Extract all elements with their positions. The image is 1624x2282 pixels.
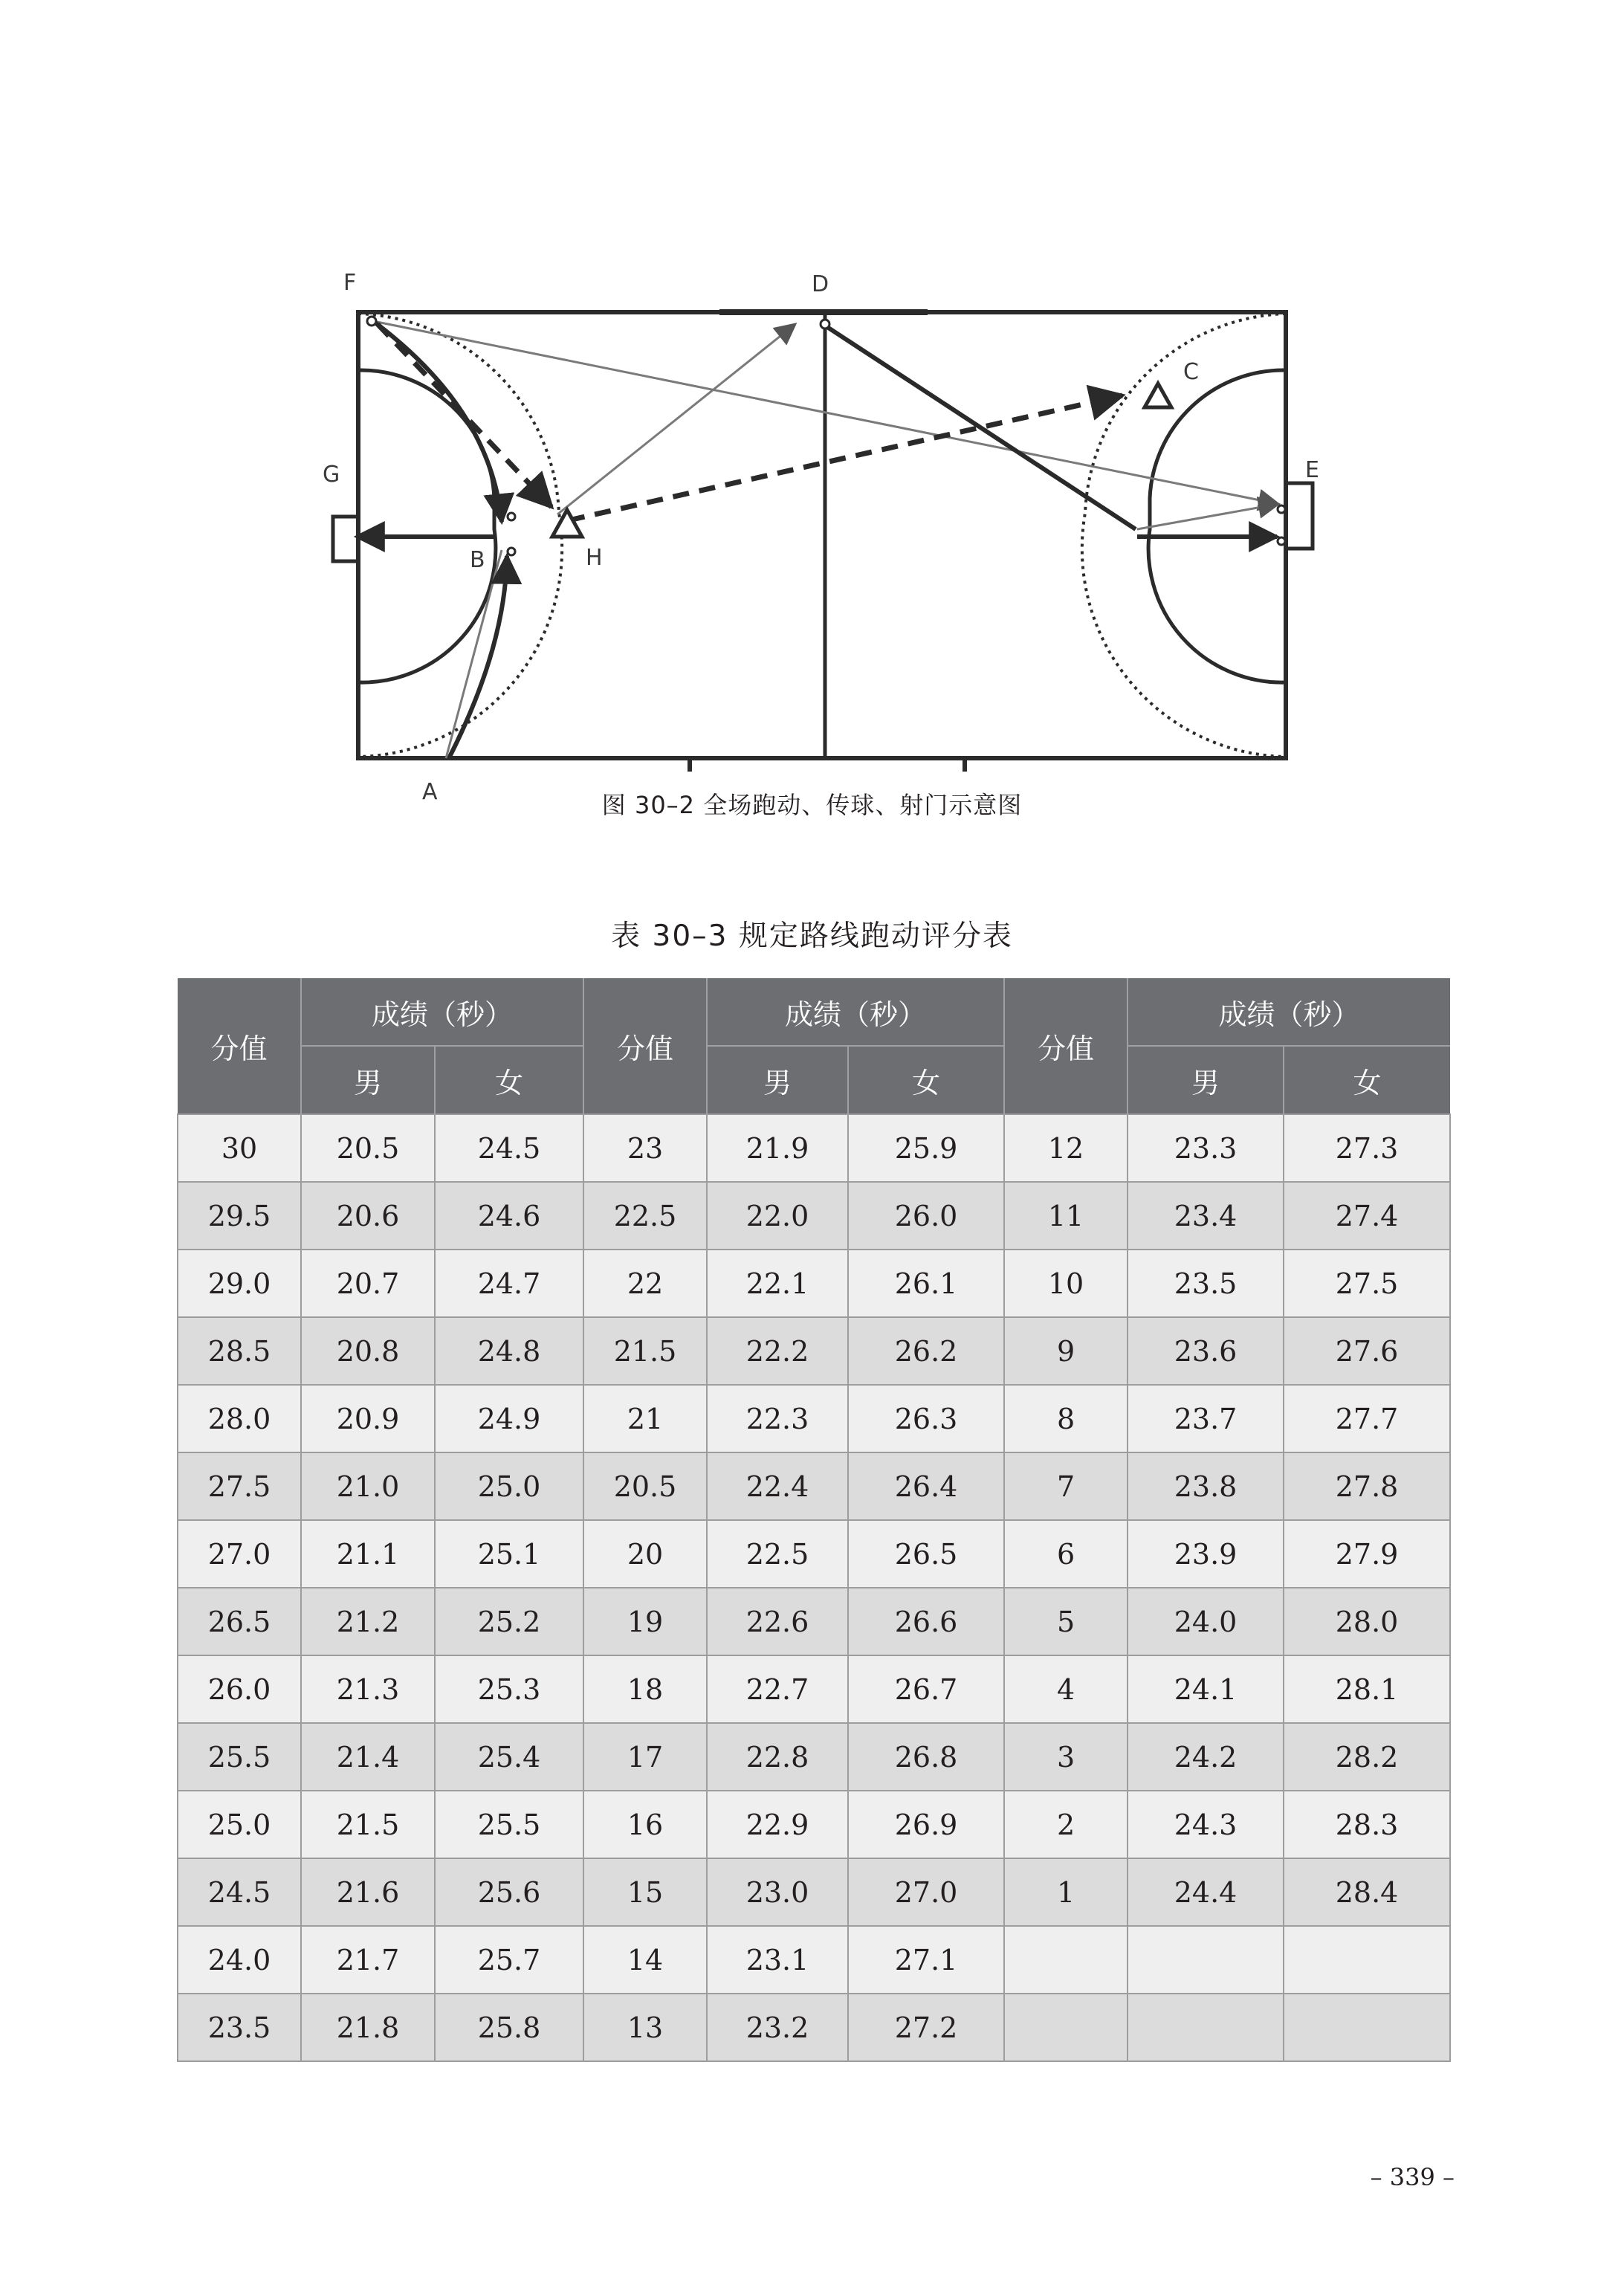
table-cell: 12 [1004, 1114, 1128, 1182]
table-row [178, 1250, 1450, 1317]
table-cell: 26.9 [848, 1791, 1004, 1858]
table-cell: 9 [1004, 1317, 1128, 1385]
table-cell: 8 [1004, 1385, 1128, 1452]
table-cell: 26.5 [848, 1520, 1004, 1588]
table-row [178, 1723, 1450, 1791]
header-result-3: 成绩（秒） [1128, 978, 1450, 1046]
table-cell: 23.9 [1128, 1520, 1284, 1588]
table-row [178, 1385, 1450, 1452]
table-cell: 19 [583, 1588, 707, 1655]
header-female-2: 女 [848, 1046, 1004, 1114]
table-cell: 6 [1004, 1520, 1128, 1588]
table-cell: 21.3 [301, 1655, 435, 1723]
table-cell: 25.1 [435, 1520, 583, 1588]
header-score-2: 分值 [583, 978, 707, 1114]
table-cell: 22.5 [583, 1182, 707, 1250]
table-cell: 27.5 [178, 1452, 301, 1520]
table-cell: 26.0 [178, 1655, 301, 1723]
header-male-3: 男 [1128, 1046, 1284, 1114]
table-cell: 24.5 [435, 1114, 583, 1182]
table-cell: 20 [583, 1520, 707, 1588]
table-cell: 1 [1004, 1858, 1128, 1926]
table-cell: 22.5 [707, 1520, 848, 1588]
table-cell: 21.9 [707, 1114, 848, 1182]
table-cell: 24.8 [435, 1317, 583, 1385]
table-cell: 30 [178, 1114, 301, 1182]
table-cell: 25.0 [178, 1791, 301, 1858]
table-cell: 23.5 [178, 1994, 301, 2061]
table-body [178, 1114, 1450, 2061]
run-lines [357, 321, 1277, 757]
table-cell: 3 [1004, 1723, 1128, 1791]
table-cell: 23.4 [1128, 1182, 1284, 1250]
table-cell: 27.8 [1284, 1452, 1450, 1520]
table-cell: 28.0 [178, 1385, 301, 1452]
scoring-table [177, 978, 1451, 2062]
table-cell: 27.2 [848, 1994, 1004, 2061]
label-a: A [422, 779, 438, 803]
table-cell: 26.5 [178, 1588, 301, 1655]
table-cell: 26.0 [848, 1182, 1004, 1250]
table-row [178, 1926, 1450, 1994]
table-cell: 21 [583, 1385, 707, 1452]
table-cell: 23.1 [707, 1926, 848, 1994]
label-e: E [1305, 457, 1319, 483]
table-cell: 28.5 [178, 1317, 301, 1385]
table-cell: 26.6 [848, 1588, 1004, 1655]
table-row [178, 1114, 1450, 1182]
table-cell: 23.0 [707, 1858, 848, 1926]
table-row [178, 1791, 1450, 1858]
table-cell: 28.1 [1284, 1655, 1450, 1723]
table-cell: 21.7 [301, 1926, 435, 1994]
table-cell: 14 [583, 1926, 707, 1994]
table-cell: 22 [583, 1250, 707, 1317]
table-cell: 27.0 [848, 1858, 1004, 1926]
table-cell: 27.0 [178, 1520, 301, 1588]
table-cell: 20.7 [301, 1250, 435, 1317]
table-cell: 22.7 [707, 1655, 848, 1723]
table-cell: 23.2 [707, 1994, 848, 2061]
table-cell: 13 [583, 1994, 707, 2061]
table-cell: 20.9 [301, 1385, 435, 1452]
label-g: G [323, 462, 340, 488]
table-cell: 27.9 [1284, 1520, 1450, 1588]
table-cell [1004, 1926, 1128, 1994]
table-row [178, 1182, 1450, 1250]
table-row [178, 1994, 1450, 2061]
table-cell: 28.2 [1284, 1723, 1450, 1791]
table-cell: 5 [1004, 1588, 1128, 1655]
table-cell: 22.4 [707, 1452, 848, 1520]
header-score-1: 分值 [178, 978, 301, 1114]
table-cell: 25.3 [435, 1655, 583, 1723]
table-cell: 28.4 [1284, 1858, 1450, 1926]
table-cell: 26.2 [848, 1317, 1004, 1385]
table-cell: 20.8 [301, 1317, 435, 1385]
table-cell: 10 [1004, 1250, 1128, 1317]
label-f: F [343, 270, 357, 296]
table-cell: 25.0 [435, 1452, 583, 1520]
label-c: C [1183, 359, 1199, 385]
table-cell: 22.8 [707, 1723, 848, 1791]
table-cell [1128, 1926, 1284, 1994]
table-cell: 24.1 [1128, 1655, 1284, 1723]
table-cell: 27.6 [1284, 1317, 1450, 1385]
table-cell: 18 [583, 1655, 707, 1723]
table-cell: 24.0 [1128, 1588, 1284, 1655]
table-cell: 28.0 [1284, 1588, 1450, 1655]
table-cell: 4 [1004, 1655, 1128, 1723]
table-cell: 27.4 [1284, 1182, 1450, 1250]
table-cell: 27.3 [1284, 1114, 1450, 1182]
court-lines [333, 312, 1313, 772]
header-male-1: 男 [301, 1046, 435, 1114]
table-cell: 24.0 [178, 1926, 301, 1994]
table-cell: 25.5 [435, 1791, 583, 1858]
table-cell: 25.4 [435, 1723, 583, 1791]
table-cell: 7 [1004, 1452, 1128, 1520]
table-cell: 25.6 [435, 1858, 583, 1926]
table-cell: 15 [583, 1858, 707, 1926]
table-cell: 21.5 [301, 1791, 435, 1858]
table-cell: 24.6 [435, 1182, 583, 1250]
table-cell: 2 [1004, 1791, 1128, 1858]
table-cell: 21.5 [583, 1317, 707, 1385]
table-cell: 21.6 [301, 1858, 435, 1926]
table-row [178, 1317, 1450, 1385]
table-cell: 17 [583, 1723, 707, 1791]
table-cell: 20.5 [583, 1452, 707, 1520]
table-cell: 23.5 [1128, 1250, 1284, 1317]
table-cell: 23.8 [1128, 1452, 1284, 1520]
table-row [178, 1588, 1450, 1655]
table-cell: 23 [583, 1114, 707, 1182]
table-cell: 25.8 [435, 1994, 583, 2061]
page-number: – 339 – [1370, 2163, 1455, 2191]
table-cell: 23.6 [1128, 1317, 1284, 1385]
table-cell: 27.1 [848, 1926, 1004, 1994]
header-result-1: 成绩（秒） [301, 978, 583, 1046]
table-cell: 22.6 [707, 1588, 848, 1655]
table-cell: 21.2 [301, 1588, 435, 1655]
header-male-2: 男 [707, 1046, 848, 1114]
table-cell: 23.7 [1128, 1385, 1284, 1452]
table-cell: 22.3 [707, 1385, 848, 1452]
table-cell: 22.2 [707, 1317, 848, 1385]
table-cell: 21.4 [301, 1723, 435, 1791]
table-cell: 24.3 [1128, 1791, 1284, 1858]
header-result-2: 成绩（秒） [707, 978, 1004, 1046]
table-cell: 25.5 [178, 1723, 301, 1791]
table-cell: 26.1 [848, 1250, 1004, 1317]
table-cell [1284, 1926, 1450, 1994]
table-cell: 24.5 [178, 1858, 301, 1926]
table-cell: 25.2 [435, 1588, 583, 1655]
dashed-run-lines [378, 324, 1122, 520]
table-cell [1284, 1994, 1450, 2061]
table-cell: 21.1 [301, 1520, 435, 1588]
table-cell: 24.9 [435, 1385, 583, 1452]
label-d: D [812, 271, 829, 297]
table-cell: 24.7 [435, 1250, 583, 1317]
table-cell: 26.8 [848, 1723, 1004, 1791]
table-cell: 26.4 [848, 1452, 1004, 1520]
table-cell: 23.3 [1128, 1114, 1284, 1182]
table-cell: 20.5 [301, 1114, 435, 1182]
table-row [178, 1452, 1450, 1520]
table-cell: 22.9 [707, 1791, 848, 1858]
table-cell: 27.7 [1284, 1385, 1450, 1452]
table-cell [1128, 1994, 1284, 2061]
table-cell: 25.9 [848, 1114, 1004, 1182]
table-cell: 26.3 [848, 1385, 1004, 1452]
header-score-3: 分值 [1004, 978, 1128, 1114]
label-h: H [586, 545, 603, 571]
table-cell: 22.0 [707, 1182, 848, 1250]
table-cell: 20.6 [301, 1182, 435, 1250]
table-cell: 21.0 [301, 1452, 435, 1520]
table-row [178, 1655, 1450, 1723]
table-cell: 22.1 [707, 1250, 848, 1317]
table-cell: 16 [583, 1791, 707, 1858]
label-b: B [470, 547, 485, 573]
table-row [178, 1520, 1450, 1588]
table-cell: 11 [1004, 1182, 1128, 1250]
table-cell: 28.3 [1284, 1791, 1450, 1858]
table-title: 表 30–3 规定路线跑动评分表 [611, 919, 1013, 953]
table-cell: 29.5 [178, 1182, 301, 1250]
table-cell: 26.7 [848, 1655, 1004, 1723]
header-female-1: 女 [435, 1046, 583, 1114]
table-cell [1004, 1994, 1128, 2061]
table-cell: 21.8 [301, 1994, 435, 2061]
table-cell: 27.5 [1284, 1250, 1450, 1317]
figure-caption: 图 30–2 全场跑动、传球、射门示意图 [601, 791, 1023, 819]
table-cell: 24.4 [1128, 1858, 1284, 1926]
table-cell: 25.7 [435, 1926, 583, 1994]
header-female-3: 女 [1284, 1046, 1450, 1114]
table-cell: 29.0 [178, 1250, 301, 1317]
table-cell: 24.2 [1128, 1723, 1284, 1791]
table-row [178, 1858, 1450, 1926]
court-diagram [312, 260, 1338, 803]
